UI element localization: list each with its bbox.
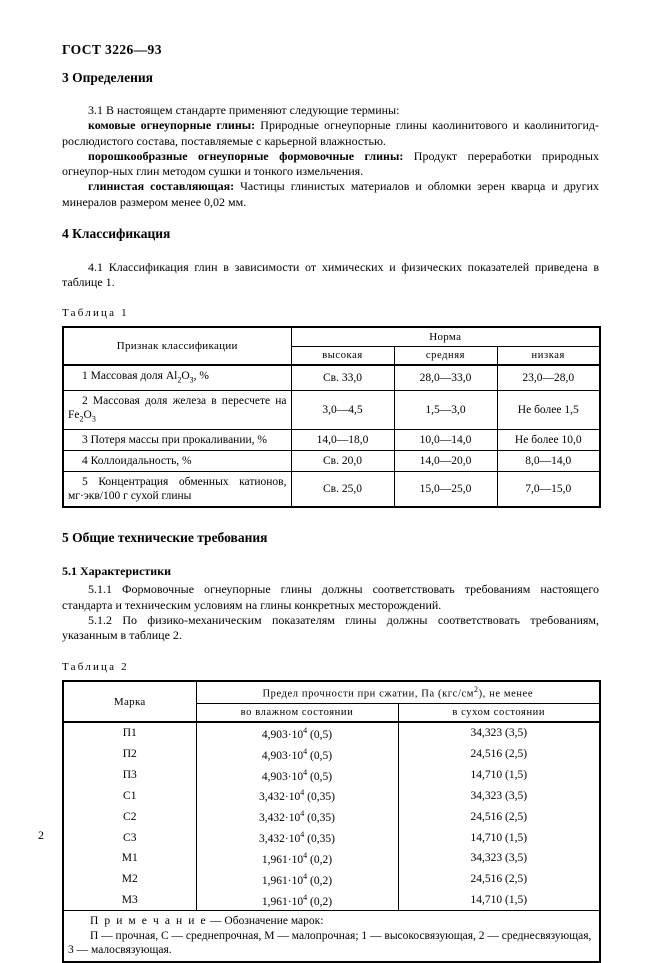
table-1-row-0-high: Св. 33,0 [291, 365, 394, 391]
paragraph-term-poroshkoobraznye [62, 149, 599, 180]
table-2-row-5-wet: $3,432\cdot 10^4$ (0,35) [196, 827, 398, 848]
table-row [63, 806, 600, 827]
section-heading-5: 5 Общие технические требования [62, 530, 268, 546]
page-number: 2 [38, 828, 44, 842]
table-1-row-0-medium: 28,0—33,0 [394, 365, 497, 391]
table-row [63, 365, 600, 391]
table-2-subheader-wet: во влажном состоянии [196, 703, 398, 722]
table-1-row-3-medium: 14,0—20,0 [394, 451, 497, 472]
table-2-body [63, 722, 600, 962]
table-row [63, 390, 600, 429]
note-label: П р и м е ч а н и е [90, 915, 208, 928]
note-line-1: П — прочная, С — среднепрочная, М — малопрочная; 1 — высокосвязующая, 2 — среднесвязующая, [90, 929, 592, 942]
table-row [63, 827, 600, 848]
table-2-row-4-mark: С2 [63, 806, 196, 827]
paragraph-3-1: 3.1 В настоящем стандарте применяют следующие термины: [88, 103, 400, 117]
table-2-row-4-dry: 24,516 (2,5) [398, 806, 600, 827]
subsection-heading-5-1: 5.1 Характеристики [62, 564, 172, 579]
table-1-row-1-high: 3,0—4,5 [291, 390, 394, 429]
standard-header: ГОСТ 3226—93 [62, 42, 162, 57]
table-2-header-mark: Марка [63, 681, 196, 722]
table-1-row-4-low: 7,0—15,0 [497, 472, 600, 508]
table-1-subheader-high: высокая [291, 346, 394, 365]
table-1-row-4-high: Св. 25,0 [291, 472, 394, 508]
paragraph-4-1: 4.1 Классификация глин в зависимости от химических и физических показателей приведена в таблице 1. [62, 260, 599, 290]
table-1-row-0-label: 1 Массовая доля $Al_2O_3$, % [63, 365, 291, 391]
table-row [63, 785, 600, 806]
table-2-row-5-dry: 14,710 (1,5) [398, 827, 600, 848]
table-1-header-row-1 [63, 327, 600, 347]
table-row [63, 765, 600, 786]
table-2-row-4-wet: $3,432\cdot 10^4$ (0,35) [196, 806, 398, 827]
table-2-note [63, 911, 600, 962]
note-intro: — Обозначение марок: [207, 915, 324, 928]
table-2-row-7-mark: М2 [63, 869, 196, 890]
table-2-row-6-wet: $1,961\cdot 10^4$ (0,2) [196, 848, 398, 869]
table-row [63, 451, 600, 472]
paragraph-term-glinistaya [62, 179, 599, 210]
table-row [63, 869, 600, 890]
table-2-row-2-mark: П3 [63, 765, 196, 786]
table-1-row-4-medium: 15,0—25,0 [394, 472, 497, 508]
table-2-row-5-mark: С3 [63, 827, 196, 848]
table-2-row-8-dry: 14,710 (1,5) [398, 890, 600, 911]
table-1-row-1-low: Не более 1,5 [497, 390, 600, 429]
table-1-header-criterion: Признак классификации [63, 327, 291, 365]
term-glinistaya-text: Частицы глинистых материалов и обломки зерен кварца и других минералов размером менее 0,02 мм. [62, 179, 599, 209]
term-glinistaya-label: глинистая составляющая: [88, 179, 235, 194]
paragraph-5-1-2: 5.1.2 По физико-механическим показателям глины должны соответствовать требованиям, указанным в таблице 2. [62, 612, 599, 643]
paragraph-5-1-1: 5.1.1 Формовочные огнеупорные глины должны соответствовать требованиям настоящего стандарта и техническим условиям на глины конкретных месторождений. [62, 582, 599, 612]
table-2-row-8-mark: М3 [63, 890, 196, 911]
table-2-header-row-1 [63, 681, 600, 703]
table-2-row-3-wet: $3,432\cdot 10^4$ (0,35) [196, 785, 398, 806]
page-content [62, 0, 599, 963]
table-classification [62, 326, 601, 509]
table-2-row-8-wet: $1,961\cdot 10^4$ (0,2) [196, 890, 398, 911]
table-1-row-3-high: Св. 20,0 [291, 451, 394, 472]
table-2-row-6-dry: 34,323 (3,5) [398, 848, 600, 869]
table-2-row-3-dry: 34,323 (3,5) [398, 785, 600, 806]
table-2-row-2-wet: $4,903\cdot 10^4$ (0,5) [196, 765, 398, 786]
table-row [63, 472, 600, 508]
note-line-2: 3 — малосвязующая. [68, 944, 172, 957]
table-1-row-1-medium: 1,5—3,0 [394, 390, 497, 429]
table-2-row-1-wet: $4,903\cdot 10^4$ (0,5) [196, 744, 398, 765]
table-2-row-0-mark: П1 [63, 722, 196, 744]
table-row [63, 744, 600, 765]
table-2-row-7-wet: $1,961\cdot 10^4$ (0,2) [196, 869, 398, 890]
table-2-head [63, 681, 600, 722]
table-1-row-2-high: 14,0—18,0 [291, 430, 394, 451]
table-2-row-1-dry: 24,516 (2,5) [398, 744, 600, 765]
table-1-header-norm: Норма [291, 327, 600, 347]
table-1-row-3-label: 4 Коллоидальность, % [63, 451, 291, 472]
section-heading-4: 4 Классификация [62, 226, 171, 242]
table-row [63, 848, 600, 869]
table-row [63, 890, 600, 911]
table-2-row-3-mark: С1 [63, 785, 196, 806]
table-2-row-0-wet: $4,903\cdot 10^4$ (0,5) [196, 722, 398, 744]
table-1-row-0-low: 23,0—28,0 [497, 365, 600, 391]
table-row [63, 722, 600, 744]
table-2-caption: Таблица 2 [62, 661, 129, 674]
section-heading-3: 3 Определения [62, 70, 153, 85]
table-2-row-6-mark: М1 [63, 848, 196, 869]
table-1-row-2-label: 3 Потеря массы при прокаливании, % [63, 430, 291, 451]
table-row [63, 430, 600, 451]
term-komovye-text: Природные огнеупорные глины каолинитового и каолинитогид-рослюдистого состава, поставляемые с карьерной влажностью. [62, 118, 599, 148]
table-1-row-3-low: 8,0—14,0 [497, 451, 600, 472]
term-poroshkoobraznye-label: порошкообразные огнеупорные формовочные глины: [88, 148, 404, 163]
table-1-row-2-medium: 10,0—14,0 [394, 430, 497, 451]
table-2-subheader-dry: в сухом состоянии [398, 703, 600, 722]
table-2-row-0-dry: 34,323 (3,5) [398, 722, 600, 744]
table-2-row-2-dry: 14,710 (1,5) [398, 765, 600, 786]
table-1-row-4-label: 5 Концентрация обменных катионов, мг·экв/100 г сухой глины [63, 472, 291, 508]
table-1-subheader-medium: средняя [394, 346, 497, 365]
table-1-body [63, 365, 600, 508]
table-strength [62, 680, 601, 962]
table-1-caption: Таблица 1 [62, 306, 129, 319]
table-1-subheader-low: низкая [497, 346, 600, 365]
table-2-row-7-dry: 24,516 (2,5) [398, 869, 600, 890]
paragraph-term-komovye [62, 118, 599, 149]
table-2-row-1-mark: П2 [63, 744, 196, 765]
note-first-line [68, 914, 595, 929]
table-2-note-row [63, 911, 600, 962]
term-komovye-label: комовые огнеупорные глины: [88, 118, 256, 133]
table-1-head [63, 327, 600, 365]
table-2-header-strength: Предел прочности при сжатии, Па $(кгс/см^2)$, не менее [196, 681, 600, 703]
table-1-row-1-label: 2 Массовая доля железа в пересчете на $Fe_2O_3$ [63, 390, 291, 429]
table-1-row-2-low: Не более 10,0 [497, 430, 600, 451]
term-poroshkoobraznye-text: Продукт переработки природных огнеупор-ных глин методом сушки и тонкого измельчения. [62, 148, 599, 179]
